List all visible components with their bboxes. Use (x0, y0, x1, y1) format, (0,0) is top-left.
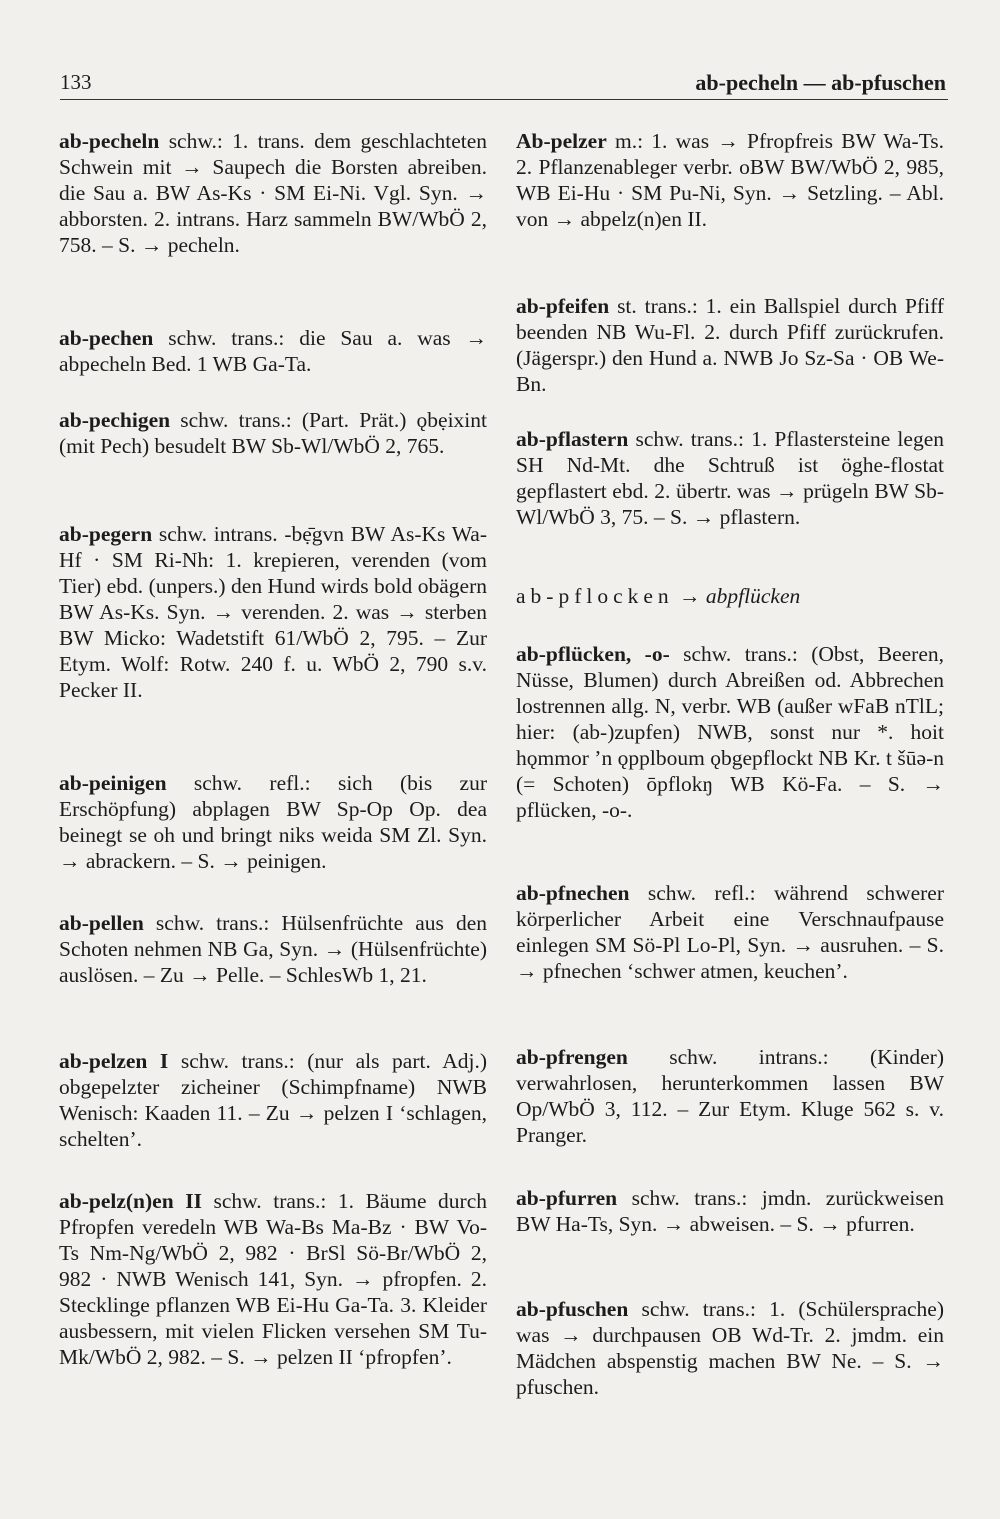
entry-lemma: ab-pechigen (59, 408, 171, 432)
entry-ab-pelzer (516, 128, 944, 232)
entry-text: schw. trans.: jmdn. zurückweisen BW Ha-Ts, Syn. → abweisen. – S. → pfurren. (516, 1186, 945, 1236)
entry-ab-pellen (59, 910, 487, 988)
entry-ab-pelznen-ii (59, 1188, 487, 1370)
entry-lemma: ab-pflücken, -o- (516, 642, 670, 666)
entry-lemma: ab-pfrengen (516, 1045, 628, 1069)
entry-text: schw. refl.: sich (bis zur Erschöpfung) abplagen BW Sp-Op Op. dea beinegt se oh und bringt niks weida SM Zl. Syn. → abrackern. – S. → peinigen. (59, 771, 487, 873)
entry-lemma: ab-peinigen (59, 771, 167, 795)
entry-ab-pflocken (516, 583, 800, 609)
entry-text: st. trans.: 1. ein Ballspiel durch Pfiff beenden NB Wu-Fl. 2. durch Pfiff zurückrufen. (Jägerspr.) den Hund a. NWB Jo Sz-Sa · OB We-Bn. (516, 294, 944, 396)
entry-text: m.: 1. was → Pfropfreis BW Wa-Ts. 2. Pflanzenableger verbr. oBW BW/WbÖ 2, 985, WB Ei-Hu · SM Pu-Ni, Syn. → Setzling. – Abl. von → abpelz(n)en II. (516, 129, 944, 231)
entry-text: schw.: 1. trans. dem geschlachteten Schwein mit → Saupech die Borsten abreiben. die Sau a. BW As-Ks · SM Ei-Ni. Vgl. Syn. → abborsten. 2. intrans. Harz sammeln BW/WbÖ 2, 758. – S. → pecheln. (59, 129, 488, 257)
entry-ab-pechigen (59, 407, 487, 459)
entry-ab-pelzen-i (59, 1048, 487, 1152)
entry-ab-pfrengen (516, 1044, 944, 1148)
entry-text: → abpflücken (679, 584, 801, 608)
entry-lemma: ab-pechen (59, 326, 154, 350)
entry-text: schw. trans.: 1. (Schülersprache) was → durchpausen OB Wd-Tr. 2. jmdm. ein Mädchen abspenstig machen BW Ne. – S. → pfuschen. (516, 1297, 944, 1399)
entry-text: schw. trans.: (Part. Prät.) ǫbẹixint (mit Pech) besudelt BW Sb-Wl/WbÖ 2, 765. (59, 408, 488, 458)
entry-text: schw. trans.: 1. Bäume durch Pfropfen veredeln WB Wa-Bs Ma-Bz · BW Vo-Ts Nm-Ng/WbÖ 2, 982 · BrSl Sö-Br/WbÖ 2, 982 · NWB Wenisch 141, Syn. → pfropfen. 2. Stecklinge pflanzen WB Ei-Hu Ga-Ta. 3. Kleider ausbessern, mit vielen Flicken versehen SM Tu-Mk/WbÖ 2, 982. – S. → pelzen II ‘pfropfen’. (59, 1189, 487, 1369)
entry-lemma: Ab-pelzer (516, 129, 607, 153)
entry-lemma: ab-pflastern (516, 427, 629, 451)
entry-ab-pecheln (59, 128, 487, 258)
entry-lemma: ab-pfuschen (516, 1297, 629, 1321)
entry-ab-pegern (59, 521, 487, 703)
entry-ab-pfnechen (516, 880, 944, 984)
entry-ab-peinigen (59, 770, 487, 874)
entry-text: schw. trans.: (nur als part. Adj.) obgepelzter zicheiner (Schimpfname) NWB Wenisch: Kaaden 11. – Zu → pelzen I ‘schlagen, schelten’. (59, 1049, 487, 1151)
entry-text: schw. trans.: die Sau a. was → abpecheln Bed. 1 WB Ga-Ta. (59, 326, 487, 376)
entry-text: schw. trans.: Hülsenfrüchte aus den Schoten nehmen NB Ga, Syn. → (Hülsenfrüchte) auslösen. – Zu → Pelle. – SchlesWb 1, 21. (59, 911, 488, 987)
entry-lemma: ab-pecheln (59, 129, 160, 153)
entry-lemma: ab-pflocken (516, 584, 674, 608)
entry-ab-pfeifen (516, 293, 944, 397)
page-number: 133 (60, 70, 92, 94)
entry-text: schw. intrans. -bẹ̄gvn BW As-Ks Wa-Hf · SM Ri-Nh: 1. krepieren, verenden (vom Tier) ebd. (unpers.) den Hund wirds bold obägern BW As-Ks. Syn. → verenden. 2. was → sterben BW Micko: Wadetstift 61/WbÖ 2, 795. – Zur Etym. Wolf: Rotw. 240 f. u. WbÖ 2, 790 s.v. Pecker II. (59, 522, 488, 702)
entry-text: schw. intrans.: (Kinder) verwahrlosen, herunterkommen lassen BW Op/WbÖ 3, 112. – Zur Etym. Kluge 562 s. v. Pranger. (516, 1045, 944, 1147)
entry-text: schw. trans.: (Obst, Beeren, Nüsse, Blumen) durch Abreißen od. Abbrechen lostrennen allg. N, verbr. WB (außer wFaB nTlL; hier: (ab-)zupfen) NWB, sonst nur *. hoit hǫmmor ’n ǫpplboum ǫbgepflockt NB Kr. t šūə-n (= Schoten) ōpflokŋ WB Kö-Fa. – S. → pflücken, -o-. (516, 642, 945, 822)
entry-text: schw. trans.: 1. Pflastersteine legen SH Nd-Mt. dhe Schtruß ist öghe-flostat gepflastert ebd. 2. übertr. was → prügeln BW Sb-Wl/WbÖ 3, 75. – S. → pflastern. (516, 427, 944, 529)
entry-lemma: ab-pegern (59, 522, 153, 546)
entry-lemma: ab-pfnechen (516, 881, 630, 905)
entry-lemma: ab-pfurren (516, 1186, 618, 1210)
header-rule (60, 99, 948, 100)
entry-lemma: ab-pelzen I (59, 1049, 169, 1073)
entry-ab-pechen (59, 325, 487, 377)
entry-ab-pfluecken (516, 641, 944, 823)
entry-lemma: ab-pfeifen (516, 294, 610, 318)
entry-text: schw. refl.: während schwerer körperlicher Arbeit eine Verschnaufpause einlegen SM Sö-Pl Lo-Pl, Syn. → ausruhen. – S. → pfnechen ‘schwer atmen, keuchen’. (516, 881, 944, 983)
entry-ab-pfurren (516, 1185, 944, 1237)
entry-ab-pfuschen (516, 1296, 944, 1400)
entry-lemma: ab-pelz(n)en II (59, 1189, 202, 1213)
running-head: ab-pecheln — ab-pfuschen (695, 70, 946, 95)
entry-ab-pflastern (516, 426, 944, 530)
entry-lemma: ab-pellen (59, 911, 144, 935)
